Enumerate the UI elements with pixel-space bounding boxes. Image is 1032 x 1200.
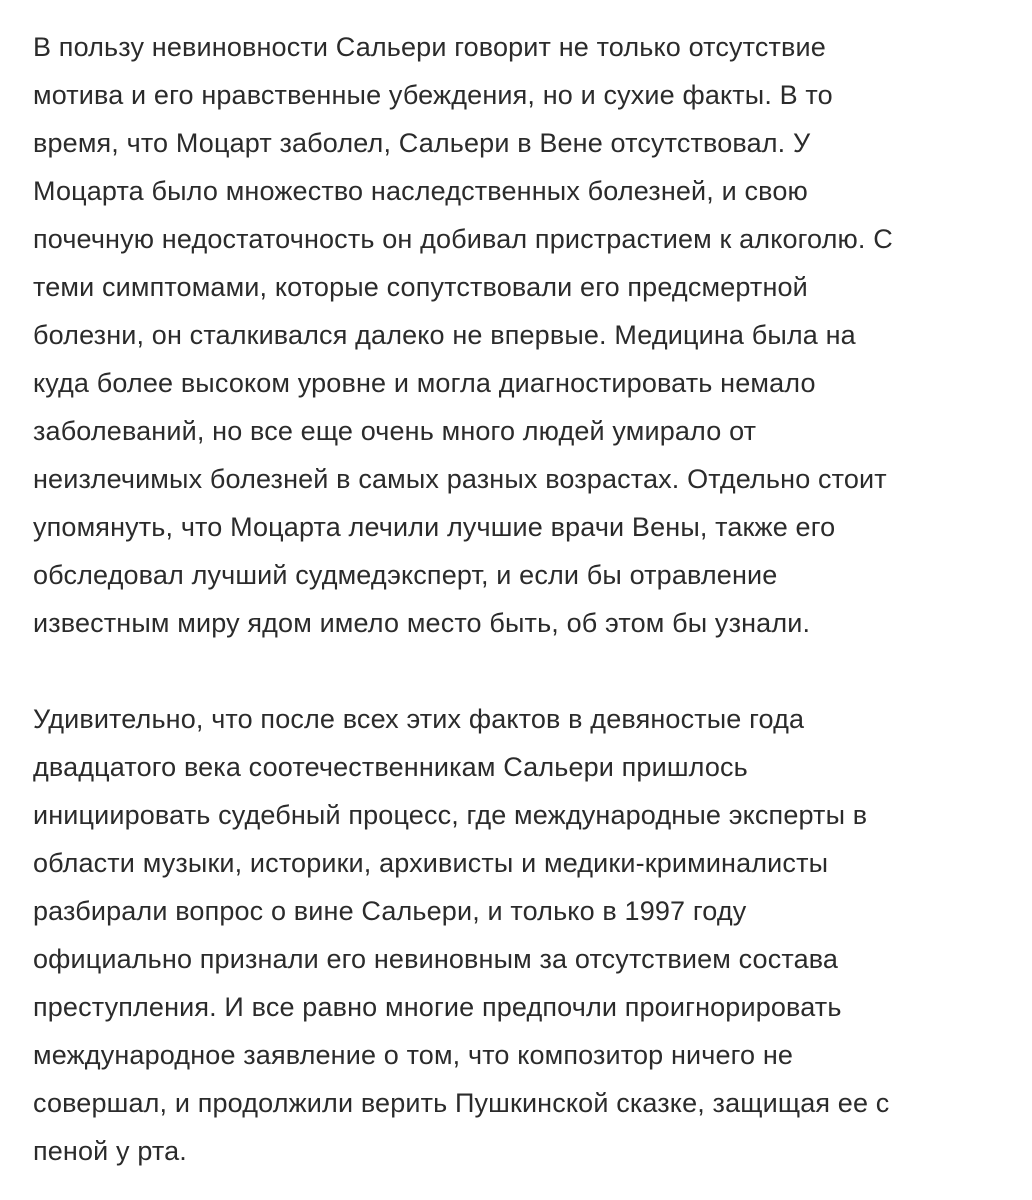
paragraph-salieri-innocence	[33, 23, 993, 647]
text-line: В пользу невиновности Сальери говорит не только отсутствие	[33, 32, 826, 62]
text-line: преступления. И все равно многие предпочли проигнорировать	[33, 992, 842, 1022]
text-line: совершал, и продолжили верить Пушкинской сказке, защищая ее с	[33, 1088, 890, 1118]
text-line: время, что Моцарт заболел, Сальери в Вене отсутствовал. У	[33, 128, 811, 158]
text-line: неизлечимых болезней в самых разных возрастах. Отдельно стоит	[33, 464, 887, 494]
text-line: теми симптомами, которые сопутствовали его предсмертной	[33, 272, 808, 302]
text-line: двадцатого века соотечественникам Сальери пришлось	[33, 752, 748, 782]
text-line: инициировать судебный процесс, где международные эксперты в	[33, 800, 868, 830]
text-line: мотива и его нравственные убеждения, но и сухие факты. В то	[33, 80, 833, 110]
article-body	[33, 23, 993, 1175]
text-line: болезни, он сталкивался далеко не впервые. Медицина была на	[33, 320, 856, 350]
text-line: известным миру ядом имело место быть, об этом бы узнали.	[33, 608, 811, 638]
text-line: Моцарта было множество наследственных болезней, и свою	[33, 176, 808, 206]
text-line: заболеваний, но все еще очень много людей умирало от	[33, 416, 757, 446]
text-line: пеной у рта.	[33, 1136, 187, 1166]
text-line: Удивительно, что после всех этих фактов в девяностые года	[33, 704, 805, 734]
text-line: обследовал лучший судмедэксперт, и если бы отравление	[33, 560, 778, 590]
text-line: международное заявление о том, что композитор ничего не	[33, 1040, 794, 1070]
text-line: почечную недостаточность он добивал пристрастием к алкоголю. С	[33, 224, 893, 254]
text-line: области музыки, историки, архивисты и медики-криминалисты	[33, 848, 829, 878]
text-line: упомянуть, что Моцарта лечили лучшие врачи Вены, также его	[33, 512, 836, 542]
paragraph-court-verdict	[33, 695, 993, 1175]
text-line: официально признали его невиновным за отсутствием состава	[33, 944, 839, 974]
text-line: куда более высоком уровне и могла диагностировать немало	[33, 368, 816, 398]
text-line: разбирали вопрос о вине Сальери, и только в 1997 году	[33, 896, 747, 926]
